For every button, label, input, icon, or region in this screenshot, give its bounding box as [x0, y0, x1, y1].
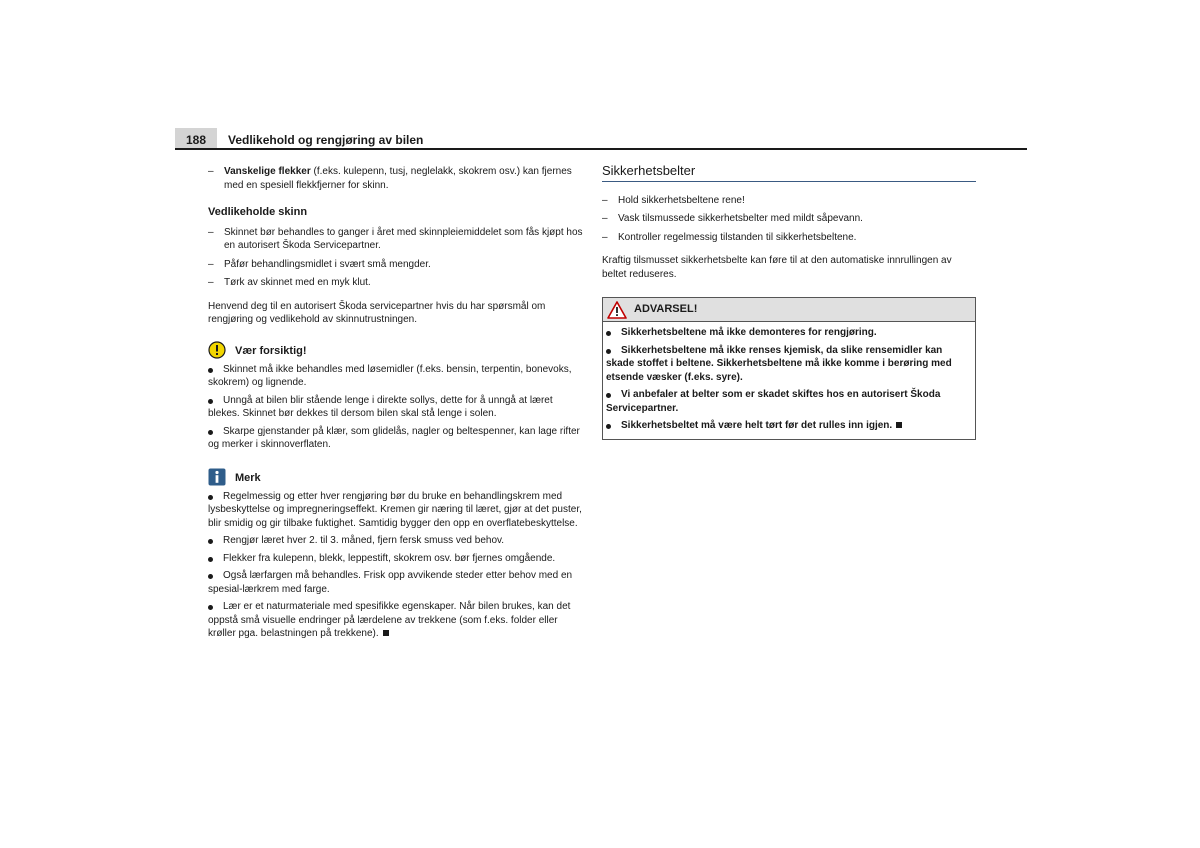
list-item: [208, 276, 583, 290]
list-item: [208, 534, 583, 548]
dash-marker: –: [208, 277, 214, 288]
bullet-marker: [606, 349, 611, 354]
left-column: [208, 165, 583, 645]
warning-heading: [603, 298, 975, 322]
list-item: [606, 419, 972, 433]
list-item-text: Skinnet bør behandles to ganger i året med skinnpleiemiddelet som fås kjøpt hos en autorisert Škoda Servicepartner.: [224, 226, 583, 251]
list-item-text: Lær er et naturmateriale med spesifikke egenskaper. Når bilen brukes, kan det oppstå små visuelle endringer på lærdelene av trekkene (som f.eks. folder eller krøller pga. belastningen på trekkene).: [208, 601, 571, 639]
list-item-text: Tørk av skinnet med en myk klut.: [224, 277, 371, 288]
list-item-text: Kontroller regelmessig tilstanden til sikkerhetsbeltene.: [618, 231, 857, 243]
page-header: [175, 128, 1027, 150]
list-item-text: Regelmessig og etter hver rengjøring bør du bruke en behandlingskrem med lysbeskyttelse og impregneringseffekt. Kremen gir næring til læret, gjør at det puster, blir smidig og gir tilbake fuktighet. Samtidig bygger den opp en overflatebeskyttelse.: [208, 490, 582, 529]
warning-triangle-icon: [607, 301, 627, 324]
list-item: [208, 490, 583, 531]
list-item-text: Også lærfargen må behandles. Frisk opp avvikende steder etter behov med en spesial-lærkrem med farge.: [208, 570, 573, 595]
list-item-text: Hold sikkerhetsbeltene rene!: [618, 194, 745, 206]
caution-heading: [208, 341, 583, 361]
list-item-text: Unngå at bilen blir stående lenge i direkte sollys, dette for å unngå at læret blekes. Skinnet bør dekkes til dersom bilen skal stå lenge i solen.: [208, 394, 553, 419]
list-item: [208, 258, 583, 272]
bullet-marker: [606, 424, 611, 429]
bullet-marker: [606, 331, 611, 336]
note-heading: [208, 468, 583, 488]
exclamation-circle-icon: [208, 341, 226, 364]
list-item-text: Rengjør læret hver 2. til 3. måned, fjern fersk smuss ved behov.: [223, 535, 505, 546]
list-item: [602, 231, 976, 245]
bullet-marker: [208, 430, 213, 435]
belt-paragraph: Kraftig tilsmusset sikkerhetsbelte kan føre til at den automatiske innrullingen av beltet reduseres.: [602, 255, 952, 280]
bullet-marker: [208, 495, 213, 500]
list-item-text: Sikkerhetsbeltet må være helt tørt før det rulles inn igjen.: [621, 420, 893, 431]
list-item-text: Skinnet må ikke behandles med løsemidler (f.eks. bensin, terpentin, bonevoks, skokrem) og lignende.: [208, 363, 572, 388]
bullet-marker: [208, 574, 213, 579]
note-title: Merk: [235, 471, 261, 484]
list-item: [208, 569, 583, 596]
end-mark-icon: [383, 630, 389, 636]
list-item: [208, 226, 583, 253]
list-item-text: Sikkerhetsbeltene må ikke demonteres for rengjøring.: [621, 327, 877, 338]
bullet-marker: [208, 399, 213, 404]
dash-marker: –: [602, 194, 608, 206]
list-item: [208, 363, 583, 390]
bullet-marker: [606, 393, 611, 398]
dash-marker: –: [208, 226, 214, 238]
dash-marker: –: [208, 258, 214, 270]
bullet-marker: [208, 605, 213, 610]
list-item: [208, 425, 583, 452]
warning-body: [603, 322, 975, 439]
info-icon: [208, 468, 226, 491]
list-item: [208, 165, 583, 192]
list-item: [606, 326, 972, 340]
dash-marker: –: [602, 231, 608, 243]
list-item: [602, 212, 976, 226]
right-column: [602, 164, 976, 440]
list-item: [602, 194, 976, 208]
list-item-text: Vi anbefaler at belter som er skadet skiftes hos en autorisert Škoda Servicepartner.: [606, 389, 941, 414]
list-item-text: Påfør behandlingsmidlet i svært små mengder.: [224, 258, 431, 270]
list-item: [606, 344, 972, 385]
list-item-text: Vask tilsmussede sikkerhetsbelter med mildt såpevann.: [618, 213, 863, 224]
caution-title: Vær forsiktig!: [235, 344, 307, 357]
list-item: [208, 600, 583, 641]
warning-title: ADVARSEL!: [634, 303, 698, 315]
list-item: [208, 394, 583, 421]
bullet-marker: [208, 539, 213, 544]
header-rule: [175, 148, 1027, 150]
bullet-marker: [208, 368, 213, 373]
leather-paragraph: Henvend deg til en autorisert Škoda servicepartner hvis du har spørsmål om rengjøring og vedlikehold av skinnutrustningen.: [208, 300, 546, 325]
end-mark-icon: [896, 422, 902, 428]
list-item-text: Sikkerhetsbeltene må ikke renses kjemisk, da slike rensemidler kan skade stoffet i beltene. Sikkerhetsbeltene må ikke komme i berøring med etsende væsker (f.eks. syre).: [606, 344, 952, 383]
bullet-marker: [208, 557, 213, 562]
list-item: [606, 388, 972, 415]
leather-heading: Vedlikeholde skinn: [208, 206, 308, 218]
list-item: [208, 552, 583, 566]
chapter-title: Vedlikehold og rengjøring av bilen: [228, 133, 424, 147]
page-number: 188: [175, 128, 217, 150]
dash-marker: –: [602, 213, 608, 224]
section-title: Sikkerhetsbelter: [602, 164, 976, 182]
list-item-text: Flekker fra kulepenn, blekk, leppestift, skokrem osv. bør fjernes omgående.: [223, 552, 556, 564]
intro-item-bold: Vanskelige flekker: [224, 166, 311, 177]
list-item-text: Skarpe gjenstander på klær, som glidelås, nagler og beltespenner, kan lage rifter og merker i skinnoverflaten.: [208, 425, 580, 450]
intro-item-text: (f.eks. kulepenn, tusj, neglelakk, skokrem osv.) kan fjernes med en spesiell flekkfjerner for skinn.: [224, 166, 572, 191]
dash-marker: –: [208, 166, 214, 177]
warning-box: [602, 297, 976, 440]
